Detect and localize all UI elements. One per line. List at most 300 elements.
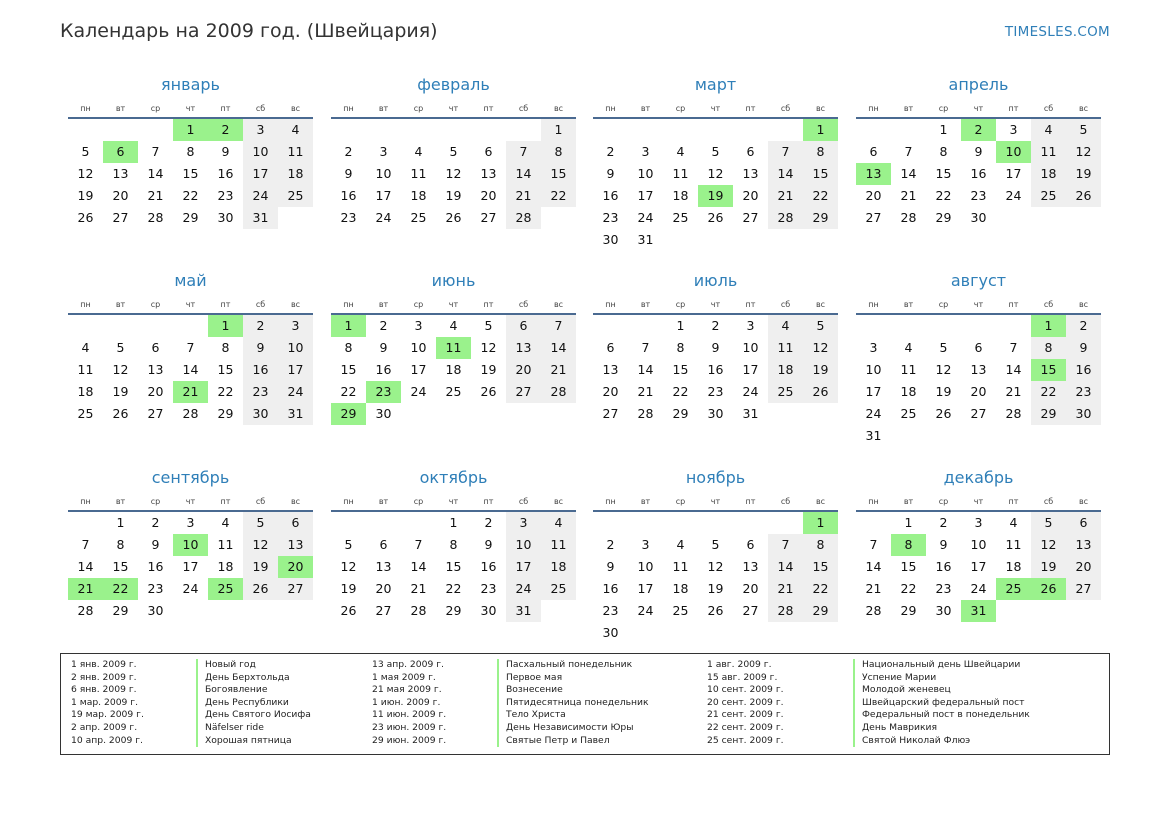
month-7 xyxy=(593,267,838,425)
empty-cell xyxy=(68,512,103,534)
calendar-day: 8 xyxy=(221,340,230,355)
calendar-day: 25 xyxy=(900,406,917,421)
calendar-day: 3 xyxy=(414,318,423,333)
calendar-day: 2 xyxy=(484,515,493,530)
calendar-day: 12 xyxy=(112,362,129,377)
calendar-day: 10 xyxy=(506,534,541,556)
holiday-name: Хорошая пятница xyxy=(205,734,292,746)
weekday-header xyxy=(331,295,576,315)
calendar-day: 29 xyxy=(182,210,199,225)
weekday-label: пн xyxy=(868,299,879,309)
calendar-day: 26 xyxy=(935,406,952,421)
calendar-day: 7 xyxy=(506,141,541,163)
holiday-day: 1 xyxy=(1031,315,1066,337)
calendar-day: 12 xyxy=(480,340,497,355)
calendar-day: 7 xyxy=(768,141,803,163)
calendar-day: 8 xyxy=(803,534,838,556)
day-grid xyxy=(593,512,838,644)
weekday-label: чт xyxy=(185,299,196,309)
holiday-date: 1 мар. 2009 г. xyxy=(71,696,139,708)
holiday-day: 19 xyxy=(698,185,733,207)
holiday-name: День Берхтольда xyxy=(205,671,290,683)
calendar-day: 10 xyxy=(742,340,759,355)
holiday-date: 21 мая 2009 г. xyxy=(372,684,442,696)
weekday-header xyxy=(856,295,1101,315)
calendar-day: 15 xyxy=(445,559,462,574)
calendar-day: 23 xyxy=(217,188,234,203)
calendar-day: 7 xyxy=(869,537,878,552)
calendar-day: 15 xyxy=(900,559,917,574)
calendar-day: 27 xyxy=(278,578,313,600)
weekday-label: чт xyxy=(710,103,721,113)
calendar-day: 24 xyxy=(865,406,882,421)
calendar-day: 6 xyxy=(484,144,493,159)
holiday-day: 25 xyxy=(996,578,1031,600)
holiday-day: 11 xyxy=(436,337,471,359)
weekday-label: пт xyxy=(483,103,494,113)
weekday-label: ср xyxy=(150,299,161,309)
calendar-day: 17 xyxy=(865,384,882,399)
weekday-label: сб xyxy=(780,496,791,506)
holiday-name: Тело Христа xyxy=(506,709,566,721)
holiday-day: 15 xyxy=(1031,359,1066,381)
calendar-day: 27 xyxy=(375,603,392,618)
weekday-label: вт xyxy=(640,496,651,506)
calendar-day: 3 xyxy=(641,144,650,159)
calendar-day: 12 xyxy=(243,534,278,556)
calendar-day: 18 xyxy=(278,163,313,185)
month-10 xyxy=(331,464,576,622)
calendar-day: 22 xyxy=(445,581,462,596)
weekday-label: ср xyxy=(150,103,161,113)
month-9 xyxy=(68,464,313,622)
calendar-day: 6 xyxy=(278,512,313,534)
weekday-header xyxy=(68,295,313,315)
calendar-day: 28 xyxy=(865,603,882,618)
calendar-day: 30 xyxy=(602,625,619,640)
holiday-name: Успение Марии xyxy=(862,671,937,683)
calendar-day: 12 xyxy=(1066,141,1101,163)
calendar-day: 15 xyxy=(340,362,357,377)
calendar-day: 4 xyxy=(1031,119,1066,141)
calendar-day: 17 xyxy=(278,359,313,381)
calendar-day: 22 xyxy=(803,185,838,207)
calendar-day: 30 xyxy=(707,406,724,421)
empty-cell xyxy=(663,119,698,141)
calendar-day: 27 xyxy=(970,406,987,421)
calendar-day: 27 xyxy=(602,406,619,421)
empty-cell xyxy=(628,119,663,141)
empty-cell xyxy=(436,119,471,141)
weekday-label: пт xyxy=(220,299,231,309)
calendar-day: 30 xyxy=(480,603,497,618)
month-5 xyxy=(68,267,313,425)
calendar-day: 20 xyxy=(742,188,759,203)
weekday-label: сб xyxy=(518,299,529,309)
weekday-label: пт xyxy=(220,496,231,506)
calendar-day: 29 xyxy=(803,207,838,229)
calendar-day: 1 xyxy=(904,515,913,530)
calendar-day: 24 xyxy=(637,210,654,225)
month-name: июль xyxy=(693,271,738,290)
holiday-day: 22 xyxy=(103,578,138,600)
weekday-label: пт xyxy=(1008,299,1019,309)
calendar-day: 17 xyxy=(970,559,987,574)
calendar-day: 15 xyxy=(803,556,838,578)
calendar-day: 18 xyxy=(445,362,462,377)
weekday-label: вс xyxy=(290,103,301,113)
day-grid xyxy=(68,512,313,622)
day-grid xyxy=(593,119,838,251)
holiday-date: 11 июн. 2009 г. xyxy=(372,709,447,721)
calendar-day: 11 xyxy=(672,559,689,574)
day-grid xyxy=(68,315,313,425)
holiday-name: Швейцарский федеральный пост xyxy=(862,696,1025,708)
calendar-day: 4 xyxy=(768,315,803,337)
calendar-day: 13 xyxy=(375,559,392,574)
calendar-day: 20 xyxy=(1066,556,1101,578)
calendar-day: 4 xyxy=(81,340,90,355)
calendar-day: 24 xyxy=(637,603,654,618)
calendar-day: 29 xyxy=(217,406,234,421)
calendar-day: 16 xyxy=(602,581,619,596)
day-grid xyxy=(856,315,1101,447)
calendar-day: 1 xyxy=(676,318,685,333)
legend-dates xyxy=(707,659,784,747)
empty-cell xyxy=(593,315,628,337)
calendar-day: 5 xyxy=(243,512,278,534)
calendar-day: 30 xyxy=(970,210,987,225)
holiday-day: 2 xyxy=(961,119,996,141)
calendar-day: 26 xyxy=(707,603,724,618)
calendar-day: 16 xyxy=(1066,359,1101,381)
calendar-day: 28 xyxy=(768,207,803,229)
holiday-date: 1 июн. 2009 г. xyxy=(372,696,441,708)
calendar-day: 3 xyxy=(746,318,755,333)
calendar-day: 14 xyxy=(541,337,576,359)
calendar-day: 6 xyxy=(746,537,755,552)
calendar-day: 14 xyxy=(900,166,917,181)
month-name: февраль xyxy=(417,75,490,94)
calendar-day: 19 xyxy=(803,359,838,381)
calendar-day: 5 xyxy=(81,144,90,159)
calendar-day: 13 xyxy=(112,166,129,181)
calendar-day: 27 xyxy=(506,381,541,403)
calendar-day: 15 xyxy=(803,163,838,185)
calendar-day: 2 xyxy=(1066,315,1101,337)
calendar-day: 5 xyxy=(1066,119,1101,141)
calendar-day: 6 xyxy=(506,315,541,337)
calendar-day: 26 xyxy=(340,603,357,618)
weekday-label: пт xyxy=(1008,103,1019,113)
weekday-label: чт xyxy=(973,496,984,506)
calendar-day: 4 xyxy=(676,144,685,159)
empty-cell xyxy=(366,119,401,141)
calendar-day: 4 xyxy=(676,537,685,552)
weekday-label: ср xyxy=(413,496,424,506)
weekday-label: пт xyxy=(483,299,494,309)
calendar-day: 11 xyxy=(278,141,313,163)
calendar-day: 29 xyxy=(803,600,838,622)
calendar-day: 30 xyxy=(602,232,619,247)
weekday-label: ср xyxy=(938,496,949,506)
calendar-day: 29 xyxy=(112,603,129,618)
holiday-date: 25 сент. 2009 г. xyxy=(707,734,784,746)
calendar-day: 5 xyxy=(449,144,458,159)
calendar-day: 9 xyxy=(243,337,278,359)
calendar-day: 6 xyxy=(1066,512,1101,534)
weekday-label: вт xyxy=(903,103,914,113)
holiday-name: Богоявление xyxy=(205,684,268,696)
calendar-day: 24 xyxy=(278,381,313,403)
weekday-label: вс xyxy=(815,496,826,506)
calendar-day: 16 xyxy=(243,359,278,381)
empty-cell xyxy=(366,512,401,534)
calendar-day: 18 xyxy=(1005,559,1022,574)
calendar-day: 3 xyxy=(379,144,388,159)
calendar-day: 8 xyxy=(676,340,685,355)
calendar-day: 21 xyxy=(865,581,882,596)
day-grid xyxy=(331,315,576,425)
calendar-day: 23 xyxy=(147,581,164,596)
calendar-day: 25 xyxy=(445,384,462,399)
calendar-day: 8 xyxy=(449,537,458,552)
calendar-day: 22 xyxy=(803,578,838,600)
empty-cell xyxy=(996,315,1031,337)
calendar-day: 23 xyxy=(970,188,987,203)
calendar-day: 16 xyxy=(340,188,357,203)
month-name: октябрь xyxy=(419,468,488,487)
calendar-day: 25 xyxy=(541,578,576,600)
weekday-label: вс xyxy=(553,496,564,506)
calendar-day: 24 xyxy=(410,384,427,399)
weekday-header xyxy=(593,492,838,512)
weekday-label: пт xyxy=(745,103,756,113)
weekday-label: чт xyxy=(710,496,721,506)
holiday-date: 19 мар. 2009 г. xyxy=(71,709,144,721)
weekday-label: пт xyxy=(1008,496,1019,506)
calendar-day: 7 xyxy=(641,340,650,355)
empty-cell xyxy=(961,315,996,337)
calendar-day: 27 xyxy=(112,210,129,225)
calendar-day: 26 xyxy=(1066,185,1101,207)
weekday-label: сб xyxy=(255,103,266,113)
weekday-label: пн xyxy=(868,103,879,113)
calendar-day: 28 xyxy=(900,210,917,225)
weekday-label: пн xyxy=(343,299,354,309)
holiday-name: День Республики xyxy=(205,696,289,708)
calendar-day: 16 xyxy=(970,166,987,181)
empty-cell xyxy=(733,119,768,141)
calendar-day: 5 xyxy=(116,340,125,355)
calendar-day: 15 xyxy=(672,362,689,377)
calendar-day: 7 xyxy=(151,144,160,159)
calendar-day: 19 xyxy=(1031,556,1066,578)
weekday-label: вс xyxy=(1078,103,1089,113)
calendar-day: 5 xyxy=(939,340,948,355)
calendar-day: 7 xyxy=(414,537,423,552)
weekday-label: ср xyxy=(938,103,949,113)
calendar-day: 4 xyxy=(449,318,458,333)
weekday-label: сб xyxy=(780,103,791,113)
calendar-day: 12 xyxy=(803,337,838,359)
calendar-day: 1 xyxy=(939,122,948,137)
calendar-day: 30 xyxy=(375,406,392,421)
calendar-day: 21 xyxy=(541,359,576,381)
calendar-day: 31 xyxy=(278,403,313,425)
weekday-label: вт xyxy=(115,496,126,506)
weekday-label: пн xyxy=(605,103,616,113)
calendar-day: 10 xyxy=(970,537,987,552)
empty-cell xyxy=(103,119,138,141)
holiday-date: 1 янв. 2009 г. xyxy=(71,659,137,670)
holiday-day: 2 xyxy=(208,119,243,141)
holiday-name: Вознесение xyxy=(506,684,563,696)
calendar-day: 4 xyxy=(221,515,230,530)
holiday-day: 21 xyxy=(173,381,208,403)
holiday-day: 1 xyxy=(803,119,838,141)
holiday-date: 1 мая 2009 г. xyxy=(372,671,436,683)
calendar-day: 17 xyxy=(637,581,654,596)
day-grid xyxy=(331,119,576,229)
holiday-day: 1 xyxy=(331,315,366,337)
calendar-day: 19 xyxy=(480,362,497,377)
month-name: декабрь xyxy=(943,468,1014,487)
calendar-day: 27 xyxy=(147,406,164,421)
weekday-label: ср xyxy=(675,496,686,506)
calendar-day: 9 xyxy=(606,559,615,574)
calendar-day: 13 xyxy=(278,534,313,556)
calendar-day: 18 xyxy=(768,359,803,381)
calendar-day: 11 xyxy=(77,362,94,377)
calendar-day: 2 xyxy=(344,144,353,159)
calendar-day: 12 xyxy=(445,166,462,181)
holiday-legend xyxy=(60,653,1110,755)
weekday-header xyxy=(593,99,838,119)
weekday-label: вт xyxy=(903,496,914,506)
holiday-name: Пасхальный понедельник xyxy=(506,659,633,670)
calendar-day: 21 xyxy=(410,581,427,596)
weekday-header xyxy=(593,295,838,315)
calendar-day: 4 xyxy=(904,340,913,355)
calendar-day: 22 xyxy=(541,185,576,207)
calendar-day: 14 xyxy=(506,163,541,185)
calendar-day: 30 xyxy=(243,403,278,425)
calendar-day: 5 xyxy=(711,537,720,552)
empty-cell xyxy=(68,315,103,337)
holiday-name: День Независимости Юры xyxy=(506,721,634,733)
holiday-day: 13 xyxy=(856,163,891,185)
calendar-day: 6 xyxy=(151,340,160,355)
calendar-day: 3 xyxy=(243,119,278,141)
calendar-day: 24 xyxy=(970,581,987,596)
holiday-day: 8 xyxy=(891,534,926,556)
calendar-day: 2 xyxy=(939,515,948,530)
calendar-day: 3 xyxy=(974,515,983,530)
calendar-day: 11 xyxy=(541,534,576,556)
weekday-label: чт xyxy=(973,299,984,309)
calendar-day: 13 xyxy=(506,337,541,359)
month-11 xyxy=(593,464,838,644)
calendar-day: 24 xyxy=(243,185,278,207)
calendar-day: 5 xyxy=(803,315,838,337)
calendar-day: 14 xyxy=(77,559,94,574)
calendar-day: 16 xyxy=(375,362,392,377)
calendar-day: 20 xyxy=(506,359,541,381)
weekday-label: вс xyxy=(815,299,826,309)
calendar-day: 12 xyxy=(340,559,357,574)
calendar-day: 14 xyxy=(182,362,199,377)
calendar-day: 6 xyxy=(606,340,615,355)
weekday-label: вс xyxy=(553,299,564,309)
calendar-day: 24 xyxy=(1005,188,1022,203)
calendar-day: 17 xyxy=(1005,166,1022,181)
empty-cell xyxy=(698,512,733,534)
empty-cell xyxy=(663,512,698,534)
calendar-day: 29 xyxy=(900,603,917,618)
calendar-day: 17 xyxy=(742,362,759,377)
month-1 xyxy=(68,71,313,229)
calendar-day: 31 xyxy=(865,428,882,443)
weekday-label: сб xyxy=(518,103,529,113)
weekday-header xyxy=(68,99,313,119)
weekday-label: пн xyxy=(868,496,879,506)
weekday-label: сб xyxy=(1043,496,1054,506)
calendar-day: 21 xyxy=(147,188,164,203)
empty-cell xyxy=(593,119,628,141)
day-grid xyxy=(68,119,313,229)
calendar-day: 23 xyxy=(243,381,278,403)
weekday-label: вт xyxy=(378,299,389,309)
empty-cell xyxy=(628,512,663,534)
calendar-day: 16 xyxy=(602,188,619,203)
calendar-day: 2 xyxy=(711,318,720,333)
month-name: июнь xyxy=(431,271,476,290)
calendar-day: 8 xyxy=(116,537,125,552)
holiday-date: 10 сент. 2009 г. xyxy=(707,684,784,696)
calendar-day: 21 xyxy=(768,185,803,207)
weekday-label: чт xyxy=(710,299,721,309)
calendar-day: 8 xyxy=(1031,337,1066,359)
calendar-day: 8 xyxy=(186,144,195,159)
holiday-day: 6 xyxy=(103,141,138,163)
holiday-date: 6 янв. 2009 г. xyxy=(71,684,137,696)
calendar-day: 2 xyxy=(243,315,278,337)
empty-cell xyxy=(331,119,366,141)
site-link[interactable]: TIMESLES.COM xyxy=(1004,24,1110,40)
calendar-day: 22 xyxy=(1031,381,1066,403)
calendar-day: 29 xyxy=(445,603,462,618)
calendar-day: 10 xyxy=(637,559,654,574)
holiday-day: 23 xyxy=(366,381,401,403)
calendar-day: 19 xyxy=(707,581,724,596)
calendar-day: 6 xyxy=(869,144,878,159)
calendar-day: 4 xyxy=(414,144,423,159)
weekday-label: сб xyxy=(255,496,266,506)
calendar-day: 28 xyxy=(768,600,803,622)
weekday-label: сб xyxy=(518,496,529,506)
calendar-day: 23 xyxy=(480,581,497,596)
calendar-day: 11 xyxy=(900,362,917,377)
weekday-label: сб xyxy=(255,299,266,309)
empty-cell xyxy=(103,315,138,337)
holiday-date: 2 янв. 2009 г. xyxy=(71,671,137,683)
empty-cell xyxy=(891,119,926,141)
calendar-day: 9 xyxy=(151,537,160,552)
month-2 xyxy=(331,71,576,229)
calendar-day: 6 xyxy=(746,144,755,159)
holiday-day: 25 xyxy=(208,578,243,600)
